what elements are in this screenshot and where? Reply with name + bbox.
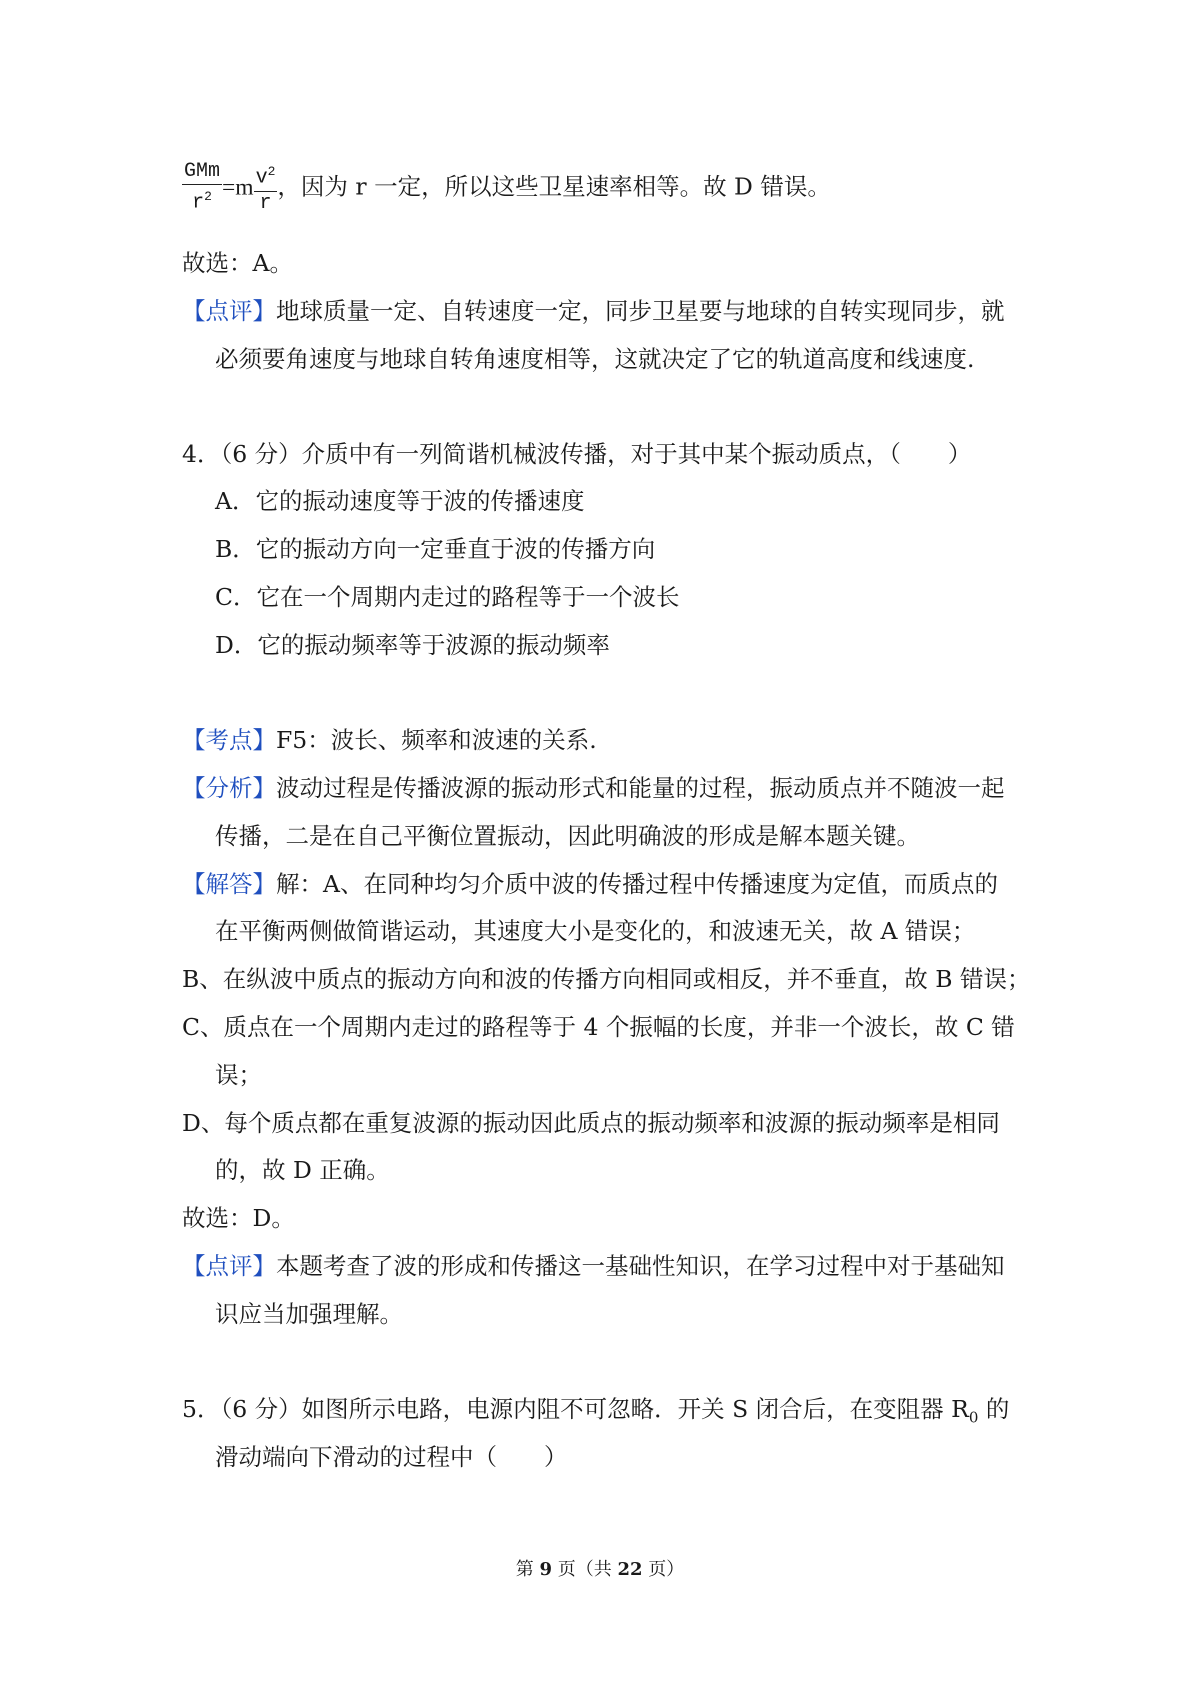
q5-stem-tail: 的: [978, 1395, 1010, 1423]
kaodian-text: F5：波长、频率和波速的关系.: [276, 726, 597, 754]
review-tag: 【点评】: [182, 297, 276, 325]
q3-review-line-1: [182, 295, 1005, 327]
q4-jieda-line-1: [182, 868, 998, 900]
total-page-count: 22: [617, 1559, 643, 1580]
fenxi-tag: 【分析】: [182, 774, 276, 802]
formula-line: [182, 160, 831, 216]
q4-review-line-2: 识应当加强理解。: [215, 1300, 403, 1328]
review-text: 本题考查了波的形成和传播这一基础性知识，在学习过程中对于基础知: [276, 1252, 1005, 1280]
fraction-gmm-r2: [182, 160, 222, 216]
footer-prefix: 第: [515, 1559, 540, 1580]
q4-jieda-line-6: D、每个质点都在重复波源的振动因此质点的振动频率和波源的振动频率是相同: [182, 1109, 1000, 1137]
q4-jieda-line-4: C、质点在一个周期内走过的路程等于 4 个振幅的长度，并非一个波长，故 C 错: [182, 1013, 1015, 1041]
review-text: 地球质量一定、自转速度一定，同步卫星要与地球的自转实现同步，就: [276, 297, 1005, 325]
jieda-tag: 【解答】: [182, 870, 276, 898]
fraction-denominator: r: [259, 191, 272, 215]
footer-middle: 页（共: [552, 1559, 618, 1580]
q5-subscript: 0: [968, 1408, 979, 1427]
q4-jieda-line-2: 在平衡两侧做简谐运动，其速度大小是变化的，和波速无关，故 A 错误；: [215, 917, 976, 945]
equals-m: =m: [222, 174, 254, 201]
kaodian-tag: 【考点】: [182, 726, 276, 754]
q5-stem-text: 5．（6 分）如图所示电路，电源内阻不可忽略．开关 S 闭合后，在变阻器 R: [182, 1395, 969, 1423]
q3-answer: 故选：A。: [182, 249, 293, 277]
page-footer: [0, 1558, 1200, 1582]
q4-jieda-line-3: B、在纵波中质点的振动方向和波的传播方向相同或相反，并不垂直，故 B 错误；: [182, 965, 1031, 993]
q4-answer: 故选：D。: [182, 1204, 295, 1232]
q4-fenxi-line-1: [182, 772, 1005, 804]
fraction-denominator: $r^2$: [192, 189, 212, 215]
q4-option-b: B．它的振动方向一定垂直于波的传播方向: [215, 535, 656, 563]
q4-fenxi-line-2: 传播，二是在自己平衡位置振动，因此明确波的形成是解本题关键。: [215, 822, 920, 850]
q4-stem: 4．（6 分）介质中有一列简谐机械波传播，对于其中某个振动质点，（ ）: [182, 440, 972, 468]
q4-review-line-1: [182, 1250, 1005, 1282]
q4-kaodian: [182, 724, 597, 756]
q3-review-line-2: 必须要角速度与地球自转角速度相等，这就决定了它的轨道高度和线速度.: [215, 345, 975, 373]
q4-jieda-line-5: 误；: [215, 1061, 262, 1089]
current-page-number: 9: [539, 1559, 552, 1580]
q4-jieda-line-7: 的，故 D 正确。: [215, 1156, 390, 1184]
footer-suffix: 页）: [642, 1559, 685, 1580]
fraction-numerator: $v^2$: [254, 160, 278, 192]
q5-stem-line-1: [182, 1393, 1009, 1434]
q5-stem-line-2: 滑动端向下滑动的过程中（ ）: [215, 1443, 568, 1471]
formula-conclusion: ，因为 r 一定，所以这些卫星速率相等。故 D 错误。: [277, 172, 831, 201]
q4-option-c: C．它在一个周期内走过的路程等于一个波长: [215, 583, 680, 611]
fenxi-text: 波动过程是传播波源的振动形式和能量的过程，振动质点并不随波一起: [276, 774, 1005, 802]
q4-option-a: A．它的振动速度等于波的传播速度: [215, 487, 585, 515]
q4-option-d: D．它的振动频率等于波源的振动频率: [215, 631, 610, 659]
fraction-numerator: GMm: [184, 160, 221, 183]
review-tag: 【点评】: [182, 1252, 276, 1280]
jieda-text: 解：A、在同种均匀介质中波的传播过程中传播速度为定值，而质点的: [276, 870, 998, 898]
fraction-v2-r: [254, 160, 278, 216]
